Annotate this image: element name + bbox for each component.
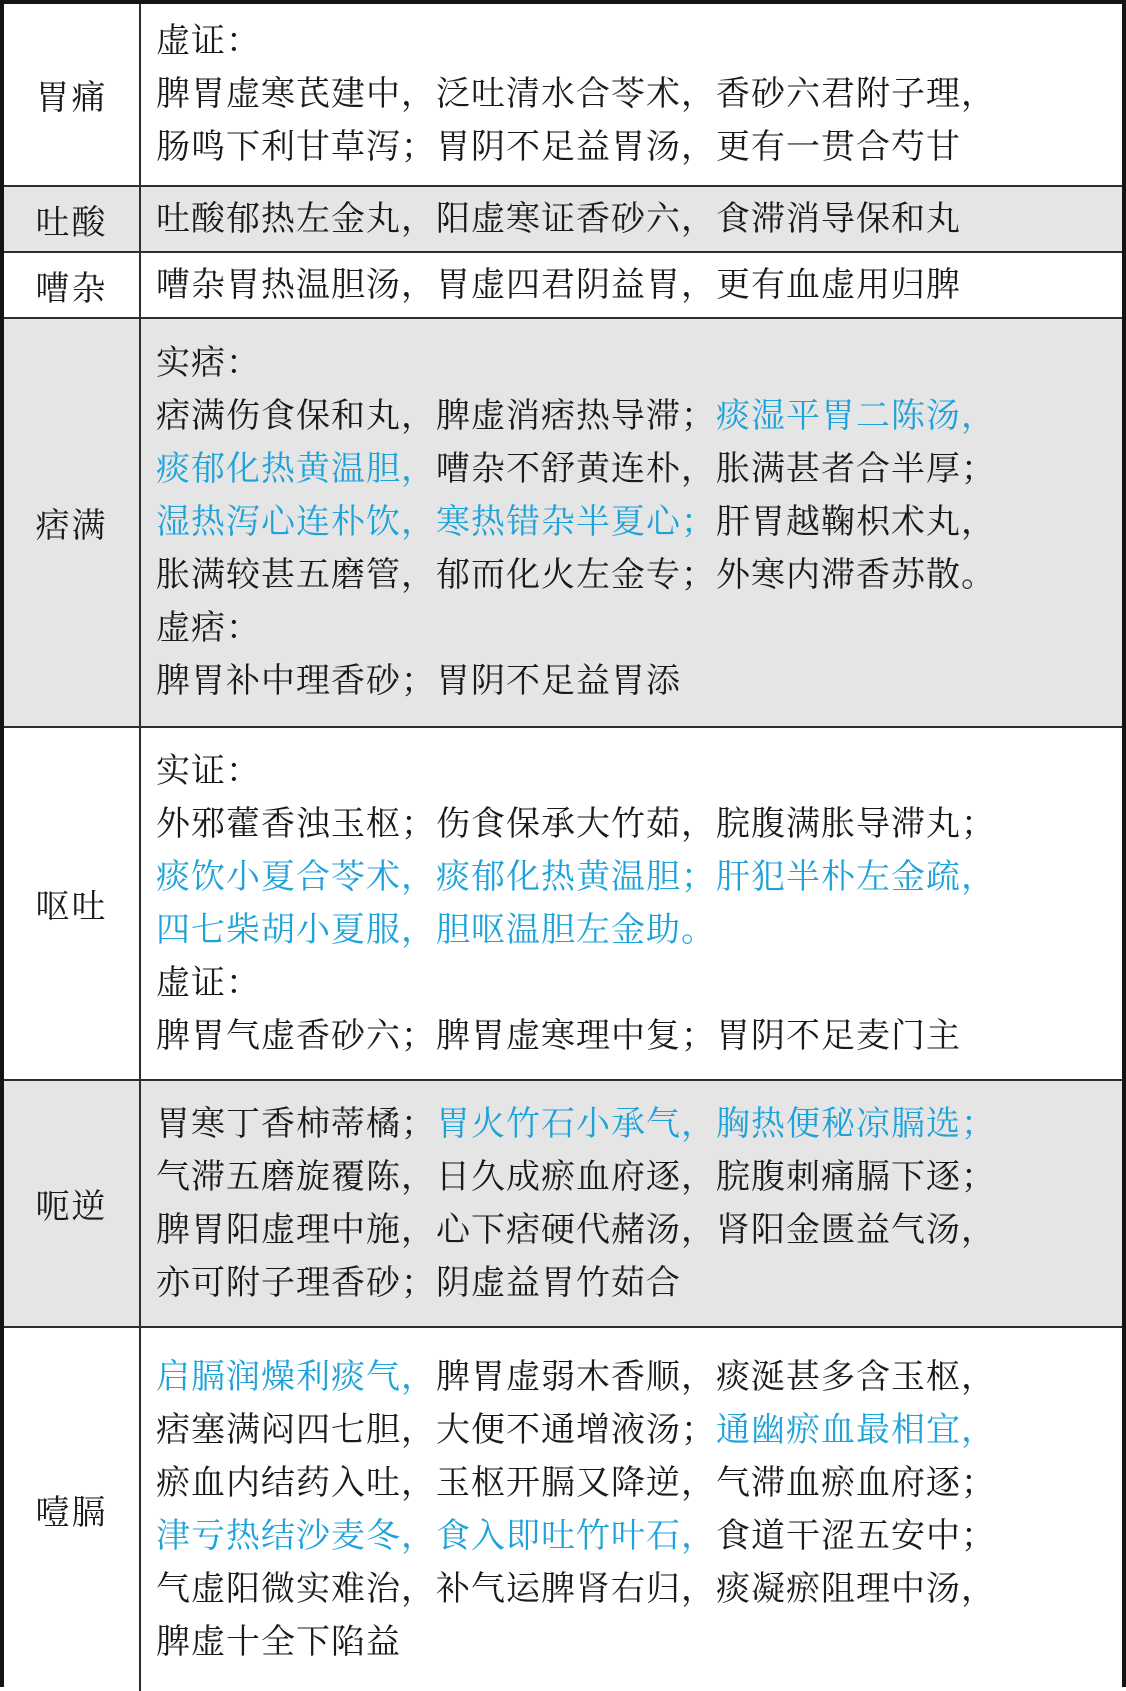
text-segment: 胀满较甚五磨管，郁而化火左金专；外寒内滞香苏散。 <box>156 557 996 594</box>
text-line <box>156 1457 1116 1510</box>
row-content-yege <box>141 1328 1122 1691</box>
text-line <box>156 496 1116 549</box>
table-row-tusuan <box>4 185 1122 251</box>
text-segment: 虚痞： <box>156 610 261 647</box>
text-segment: 吐酸郁热左金丸，阳虚寒证香砂六，食滞消导保和丸 <box>156 200 961 238</box>
text-segment: 瘀血内结药入吐，玉枢开膈又降逆，气滞血瘀血府逐； <box>156 1464 996 1502</box>
text-line <box>156 15 1116 68</box>
highlighted-text-segment: 痰郁化热黄温胆， <box>156 451 436 488</box>
text-line <box>156 602 1116 655</box>
highlighted-text-segment: 津亏热结沙麦冬，食入即吐竹叶石， <box>156 1517 716 1555</box>
highlighted-text-segment: 通幽瘀血最相宜， <box>716 1411 996 1449</box>
text-line <box>156 957 1116 1010</box>
highlighted-text-segment: 胃火竹石小承气，胸热便秘凉膈选； <box>436 1105 996 1143</box>
row-content-weitong <box>141 4 1122 185</box>
text-line <box>156 121 1116 174</box>
highlighted-text-segment: 湿热泻心连朴饮，寒热错杂半夏心； <box>156 504 716 541</box>
text-segment: 虚证： <box>156 964 261 1002</box>
text-segment: 气虚阳微实难治，补气运脾肾右归，痰凝瘀阻理中汤， <box>156 1570 996 1608</box>
text-segment: 痞塞满闷四七胆，大便不通增液汤； <box>156 1411 716 1449</box>
table-row-caoza <box>4 251 1122 317</box>
text-line <box>156 443 1116 496</box>
text-line <box>156 798 1116 851</box>
row-label-yege: 噎膈 <box>4 1328 141 1691</box>
text-line <box>156 1204 1116 1257</box>
text-line <box>156 1257 1116 1310</box>
text-segment: 肝胃越鞠枳术丸， <box>716 504 996 541</box>
row-label-piman: 痞满 <box>4 319 141 726</box>
table-row-eni <box>4 1079 1122 1326</box>
text-line <box>156 904 1116 957</box>
text-line <box>156 549 1116 602</box>
text-line <box>156 337 1116 390</box>
highlighted-text-segment: 启膈润燥利痰气， <box>156 1358 436 1396</box>
row-label-weitong: 胃痛 <box>4 4 141 185</box>
row-label-outu: 呕吐 <box>4 728 141 1079</box>
table-row-outu <box>4 726 1122 1079</box>
table-row-piman <box>4 317 1122 726</box>
text-line <box>156 745 1116 798</box>
text-line <box>156 1098 1116 1151</box>
text-segment: 食道干涩五安中； <box>716 1517 996 1555</box>
text-segment: 脾胃虚弱木香顺，痰涎甚多含玉枢， <box>436 1358 996 1396</box>
row-label-tusuan: 吐酸 <box>4 187 141 251</box>
text-line <box>156 655 1116 708</box>
text-segment: 肠鸣下利甘草泻；胃阴不足益胃汤，更有一贯合芍甘 <box>156 129 961 166</box>
text-segment: 亦可附子理香砂；阴虚益胃竹茹合 <box>156 1264 681 1302</box>
text-segment: 嘈杂胃热温胆汤，胃虚四君阴益胃，更有血虚用归脾 <box>156 266 961 304</box>
text-line <box>156 193 1116 246</box>
table-row-yege <box>4 1326 1122 1691</box>
text-segment: 脾胃虚寒芪建中，泛吐清水合苓术，香砂六君附子理， <box>156 76 996 113</box>
highlighted-text-segment: 四七柴胡小夏服，胆呕温胆左金助。 <box>156 911 716 949</box>
text-line <box>156 1616 1116 1669</box>
text-line <box>156 259 1116 312</box>
row-label-eni: 呃逆 <box>4 1081 141 1326</box>
text-line <box>156 390 1116 443</box>
text-line <box>156 68 1116 121</box>
text-segment: 外邪藿香浊玉枢；伤食保承大竹茹，脘腹满胀导滞丸； <box>156 805 996 843</box>
text-segment: 实证： <box>156 752 261 790</box>
highlighted-text-segment: 痰湿平胃二陈汤， <box>716 398 996 435</box>
text-segment: 实痞： <box>156 345 261 382</box>
row-content-tusuan <box>141 187 1122 251</box>
table-row-weitong <box>4 4 1122 185</box>
row-label-caoza: 嘈杂 <box>4 253 141 317</box>
text-segment: 气滞五磨旋覆陈，日久成瘀血府逐，脘腹刺痛膈下逐； <box>156 1158 996 1196</box>
row-content-eni <box>141 1081 1122 1326</box>
text-line <box>156 851 1116 904</box>
text-segment: 脾胃气虚香砂六；脾胃虚寒理中复；胃阴不足麦门主 <box>156 1017 961 1055</box>
highlighted-text-segment: 痰饮小夏合苓术，痰郁化热黄温胆；肝犯半朴左金疏， <box>156 858 996 896</box>
text-segment: 嘈杂不舒黄连朴，胀满甚者合半厚； <box>436 451 996 488</box>
text-line <box>156 1151 1116 1204</box>
text-segment: 脾胃补中理香砂；胃阴不足益胃添 <box>156 663 681 700</box>
text-line <box>156 1563 1116 1616</box>
text-segment: 胃寒丁香柿蒂橘； <box>156 1105 436 1143</box>
row-content-caoza <box>141 253 1122 317</box>
row-content-outu <box>141 728 1122 1079</box>
text-segment: 脾胃阳虚理中施，心下痞硬代赭汤，肾阳金匮益气汤， <box>156 1211 996 1249</box>
text-line <box>156 1510 1116 1563</box>
text-line <box>156 1404 1116 1457</box>
text-line <box>156 1010 1116 1063</box>
row-content-piman <box>141 319 1122 726</box>
text-segment: 虚证： <box>156 23 261 60</box>
text-line <box>156 1351 1116 1404</box>
text-segment: 脾虚十全下陷益 <box>156 1623 401 1661</box>
text-segment: 痞满伤食保和丸，脾虚消痞热导滞； <box>156 398 716 435</box>
